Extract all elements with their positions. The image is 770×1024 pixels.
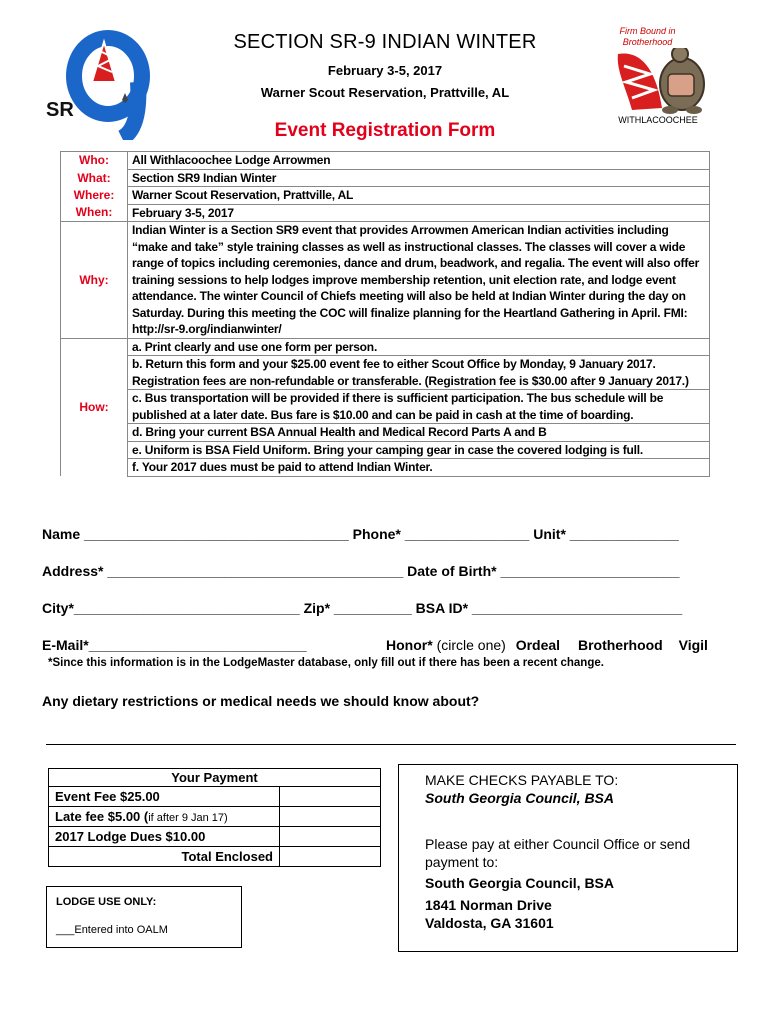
lodge-use-box: [46, 886, 242, 948]
honor-field: [386, 637, 708, 653]
payment-instructions: Please pay at either Council Office or send payment to:: [425, 836, 691, 870]
payee: South Georgia Council, BSA: [425, 790, 615, 806]
city-zip-bsaid-line[interactable]: City*_____________________________ Zip* __________ BSA ID* ___________________________: [42, 600, 683, 616]
event-fee-label: Event Fee $25.00: [49, 787, 280, 807]
what-value: Section SR9 Indian Winter: [128, 169, 710, 187]
sr-text: SR: [46, 99, 74, 121]
how-label: How:: [61, 338, 128, 476]
form-title: Event Registration Form: [274, 120, 496, 141]
who-label: Who:: [61, 152, 128, 170]
info-row-how: [61, 338, 710, 356]
answer-line[interactable]: [46, 744, 736, 745]
what-label: What:: [61, 169, 128, 187]
honor-label: Honor*: [386, 637, 433, 653]
lodge-name: WITHLACOOCHEE: [618, 115, 698, 125]
info-row-where: [61, 187, 710, 205]
turtle-icon: [660, 48, 704, 114]
event-dates: February 3-5, 2017: [327, 63, 443, 78]
where-value: Warner Scout Reservation, Prattville, AL: [128, 187, 710, 205]
how-item: e. Uniform is BSA Field Uniform. Bring your camping gear in case the covered lodging is full.: [128, 441, 710, 459]
email-line[interactable]: E-Mail*____________________________: [42, 637, 307, 653]
dues-label: 2017 Lodge Dues $10.00: [49, 827, 280, 847]
info-row-how-f: [61, 459, 710, 477]
late-fee-label: [49, 807, 280, 827]
payment-header-row: [49, 769, 381, 787]
event-location: Warner Scout Reservation, Prattville, AL: [260, 85, 510, 100]
lodgemaster-note: *Since this information is in the LodgeMaster database, only fill out if there has been a recent change.: [48, 657, 604, 669]
payable-label: MAKE CHECKS PAYABLE TO:: [425, 772, 619, 788]
late-fee-amount[interactable]: [280, 807, 381, 827]
late-fee-note: if after 9 Jan 17): [148, 812, 228, 824]
honor-option-brotherhood[interactable]: Brotherhood: [577, 637, 663, 653]
payment-header: Your Payment: [49, 769, 381, 787]
red-arrowhead-icon: [618, 53, 662, 110]
info-row-why: [61, 222, 710, 339]
how-item: b. Return this form and your $25.00 event fee to either Scout Office by Monday, 9 January 2017. Registration fees are non-refundable or transferable. (Registration fee is $30.00 after 9 January 2017.): [128, 356, 710, 390]
payment-instructions-box: [398, 764, 738, 952]
info-row-how-e: [61, 441, 710, 459]
lodge-use-title: LODGE USE ONLY:: [56, 896, 157, 908]
info-row-how-b: [61, 356, 710, 390]
entered-oalm[interactable]: ___Entered into OALM: [56, 924, 168, 936]
why-value: Indian Winter is a Section SR9 event that provides Arrowmen American Indian activities including “make and take” style training classes as well as instructional classes. The classes will cover a wide range of topics including ceremonies, dance and drum, beadwork, and regalia. The event will also offer training sessions to help lodges improve membership retention, unit election rate, and lodge event attendance. The winter Council of Chiefs meeting will also be held at Indian Winter during the day on Saturday. During this meeting the COC will finalize planning for the Heartland Gathering in April. FMI: http://sr-9.org/indianwinter/: [128, 222, 710, 339]
lodge-logo: [610, 48, 714, 114]
payment-row: [49, 807, 381, 827]
info-row-how-d: [61, 424, 710, 442]
payment-table: [48, 768, 381, 867]
when-label: When:: [61, 204, 128, 222]
how-item: a. Print clearly and use one form per person.: [128, 338, 710, 356]
name-phone-unit-line[interactable]: Name __________________________________ Phone* ________________ Unit* ______________: [42, 526, 679, 542]
when-value: February 3-5, 2017: [128, 204, 710, 222]
council-city: Valdosta, GA 31601: [425, 915, 554, 931]
total-label: Total Enclosed: [49, 847, 280, 867]
info-row-who: [61, 152, 710, 170]
total-amount[interactable]: [280, 847, 381, 867]
how-item: d. Bring your current BSA Annual Health and Medical Record Parts A and B: [128, 424, 710, 442]
payment-row: [49, 847, 381, 867]
lodge-motto: Firm Bound in Brotherhood: [619, 26, 676, 47]
honor-option-ordeal[interactable]: Ordeal: [515, 637, 561, 653]
dues-amount[interactable]: [280, 827, 381, 847]
late-fee-text: Late fee $5.00 (: [55, 809, 149, 824]
sr9-logo: [38, 24, 150, 140]
council-name: South Georgia Council, BSA: [425, 875, 615, 891]
honor-hint: (circle one): [436, 637, 506, 653]
where-label: Where:: [61, 187, 128, 205]
how-item: c. Bus transportation will be provided if there is sufficient participation. The bus schedule will be published at a later date. Bus fare is $10.00 and can be paid in cash at the time of boarding.: [128, 390, 710, 424]
event-info-table: [60, 151, 710, 477]
event-fee-amount[interactable]: [280, 787, 381, 807]
why-label: Why:: [61, 222, 128, 339]
info-row-how-c: [61, 390, 710, 424]
dietary-question: Any dietary restrictions or medical needs we should know about?: [42, 693, 480, 709]
address-dob-line[interactable]: Address* ______________________________________ Date of Birth* _______________________: [42, 563, 680, 579]
payment-row: [49, 787, 381, 807]
how-item: f. Your 2017 dues must be paid to attend Indian Winter.: [128, 459, 710, 477]
info-row-when: [61, 204, 710, 222]
page-title: SECTION SR-9 INDIAN WINTER: [233, 31, 537, 53]
payment-row: [49, 827, 381, 847]
honor-option-vigil[interactable]: Vigil: [678, 637, 708, 653]
who-value: All Withlacoochee Lodge Arrowmen: [128, 152, 710, 170]
info-row-what: [61, 169, 710, 187]
council-street: 1841 Norman Drive: [425, 897, 552, 913]
